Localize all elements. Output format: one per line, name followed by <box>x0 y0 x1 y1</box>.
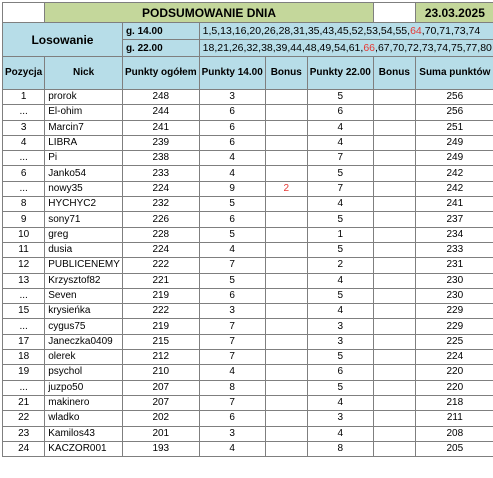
points-2200-cell: 5 <box>307 212 373 227</box>
points-2200-cell: 6 <box>307 105 373 120</box>
round-2-label: g. 22.00 <box>122 40 199 57</box>
table-row <box>3 197 493 212</box>
bonus-1400-cell <box>265 258 307 273</box>
total-points-cell: 202 <box>122 411 199 426</box>
total-points-cell: 215 <box>122 334 199 349</box>
position-cell: 22 <box>3 411 45 426</box>
drawn-number: 5 <box>211 25 218 37</box>
bonus-1400-cell <box>265 334 307 349</box>
nick-cell: Pi <box>45 151 123 166</box>
bonus-1400-cell <box>265 197 307 212</box>
nick-cell: olerek <box>45 350 123 365</box>
table-row <box>3 181 493 196</box>
drawn-number: 66 <box>363 42 376 54</box>
table-row <box>3 319 493 334</box>
total-points-cell: 222 <box>122 258 199 273</box>
bonus-2200-cell <box>373 166 415 181</box>
position-cell: ... <box>3 319 45 334</box>
drawn-number: 21 <box>217 42 229 54</box>
bonus-2200-cell <box>373 258 415 273</box>
draw-label: Losowanie <box>3 23 123 57</box>
points-2200-cell: 3 <box>307 411 373 426</box>
drawn-number: 20 <box>249 25 262 37</box>
sum-points-cell: 249 <box>415 151 493 166</box>
bonus-2200-cell <box>373 135 415 150</box>
column-header-row <box>3 57 493 90</box>
drawn-number: 13 <box>220 25 232 37</box>
bonus-2200-cell <box>373 120 415 135</box>
nick-cell: wladko <box>45 411 123 426</box>
points-1400-cell: 3 <box>199 90 265 105</box>
drawn-number: 72 <box>407 42 419 54</box>
position-cell: 11 <box>3 242 45 257</box>
position-cell: ... <box>3 288 45 303</box>
sum-points-cell: 229 <box>415 319 493 334</box>
points-1400-cell: 7 <box>199 319 265 334</box>
nick-cell: makinero <box>45 395 123 410</box>
points-1400-cell: 4 <box>199 441 265 456</box>
total-points-cell: 201 <box>122 426 199 441</box>
bonus-1400-cell <box>265 411 307 426</box>
drawn-number: 39 <box>275 42 288 54</box>
points-2200-cell: 4 <box>307 197 373 212</box>
date-cell: 23.03.2025 <box>415 3 493 23</box>
nick-cell: prorok <box>45 90 123 105</box>
points-1400-cell: 4 <box>199 365 265 380</box>
nick-cell: cygus75 <box>45 319 123 334</box>
sum-points-cell: 241 <box>415 197 493 212</box>
bonus-1400-cell <box>265 212 307 227</box>
bonus-2200-cell <box>373 350 415 365</box>
corner-blank <box>3 3 45 23</box>
points-1400-cell: 7 <box>199 350 265 365</box>
table-row <box>3 166 493 181</box>
bonus-1400-cell <box>265 288 307 303</box>
table-row <box>3 334 493 349</box>
drawn-number: 43 <box>322 25 335 37</box>
total-points-cell: 219 <box>122 288 199 303</box>
bonus-2200-cell <box>373 212 415 227</box>
drawn-number: 28 <box>278 25 291 37</box>
position-cell: 18 <box>3 350 45 365</box>
points-1400-cell: 3 <box>199 304 265 319</box>
column-header: Nick <box>45 57 123 90</box>
table-row <box>3 350 493 365</box>
position-cell: 24 <box>3 441 45 456</box>
nick-cell: Marcin7 <box>45 120 123 135</box>
position-cell: ... <box>3 380 45 395</box>
round-1-label: g. 14.00 <box>122 23 199 40</box>
bonus-1400-cell: 2 <box>265 181 307 196</box>
sum-points-cell: 231 <box>415 258 493 273</box>
drawn-number: 18 <box>202 42 215 54</box>
points-2200-cell: 5 <box>307 90 373 105</box>
page-title: PODSUMOWANIE DNIA <box>45 3 374 23</box>
drawn-number: 48 <box>304 42 317 54</box>
points-1400-cell: 4 <box>199 242 265 257</box>
sum-points-cell: 229 <box>415 304 493 319</box>
round-1-numbers: 1,5,13,16,20,26,28,31,35,43,45,52,53,54,55,64,70,71,73,74 <box>199 23 493 40</box>
drawn-number: 53 <box>366 25 378 37</box>
bonus-1400-cell <box>265 365 307 380</box>
drawn-number: 73 <box>421 42 434 54</box>
points-1400-cell: 6 <box>199 288 265 303</box>
total-points-cell: 212 <box>122 350 199 365</box>
sum-points-cell: 211 <box>415 411 493 426</box>
drawn-number: 70 <box>392 42 405 54</box>
points-1400-cell: 7 <box>199 258 265 273</box>
position-cell: 4 <box>3 135 45 150</box>
drawn-number: 80 <box>480 42 492 54</box>
points-1400-cell: 7 <box>199 334 265 349</box>
bonus-2200-cell <box>373 242 415 257</box>
table-row <box>3 105 493 120</box>
points-2200-cell: 4 <box>307 135 373 150</box>
table-row <box>3 426 493 441</box>
bonus-2200-cell <box>373 181 415 196</box>
table-row <box>3 304 493 319</box>
points-2200-cell: 2 <box>307 258 373 273</box>
nick-cell: Kamilos43 <box>45 426 123 441</box>
nick-cell: nowy35 <box>45 181 123 196</box>
points-1400-cell: 8 <box>199 380 265 395</box>
position-cell: 8 <box>3 197 45 212</box>
nick-cell: Seven <box>45 288 123 303</box>
position-cell: 10 <box>3 227 45 242</box>
total-points-cell: 219 <box>122 319 199 334</box>
bonus-1400-cell <box>265 426 307 441</box>
bonus-2200-cell <box>373 426 415 441</box>
column-header: Suma punktów <box>415 57 493 90</box>
drawn-number: 45 <box>337 25 349 37</box>
drawn-number: 35 <box>307 25 320 37</box>
points-1400-cell: 5 <box>199 197 265 212</box>
table-row <box>3 380 493 395</box>
bonus-1400-cell <box>265 120 307 135</box>
title-gap <box>373 3 415 23</box>
sum-points-cell: 242 <box>415 166 493 181</box>
bonus-2200-cell <box>373 319 415 334</box>
sum-points-cell: 237 <box>415 212 493 227</box>
points-1400-cell: 6 <box>199 212 265 227</box>
drawn-number: 44 <box>290 42 302 54</box>
bonus-1400-cell <box>265 242 307 257</box>
summary-table <box>2 2 493 457</box>
column-header: Pozycja <box>3 57 45 90</box>
column-header: Punkty 22.00 <box>307 57 373 90</box>
sum-points-cell: 205 <box>415 441 493 456</box>
table-row <box>3 135 493 150</box>
bonus-2200-cell <box>373 273 415 288</box>
nick-cell: juzpo50 <box>45 380 123 395</box>
position-cell: 3 <box>3 120 45 135</box>
bonus-1400-cell <box>265 380 307 395</box>
points-2200-cell: 5 <box>307 242 373 257</box>
bonus-2200-cell <box>373 380 415 395</box>
position-cell: ... <box>3 105 45 120</box>
drawn-number: 75 <box>450 42 463 54</box>
drawn-number: 31 <box>293 25 305 37</box>
drawn-number: 67 <box>377 42 390 54</box>
bonus-1400-cell <box>265 90 307 105</box>
sum-points-cell: 224 <box>415 350 493 365</box>
drawn-number: 26 <box>231 42 244 54</box>
nick-cell: Janko54 <box>45 166 123 181</box>
bonus-1400-cell <box>265 395 307 410</box>
points-1400-cell: 5 <box>199 227 265 242</box>
bonus-1400-cell <box>265 319 307 334</box>
points-2200-cell: 5 <box>307 380 373 395</box>
drawn-number: 52 <box>351 25 364 37</box>
sum-points-cell: 242 <box>415 181 493 196</box>
points-1400-cell: 6 <box>199 411 265 426</box>
round-2-numbers: 18,21,26,32,38,39,44,48,49,54,61,66,67,70,72,73,74,75,77,80 <box>199 40 493 57</box>
sum-points-cell: 249 <box>415 135 493 150</box>
position-cell: 23 <box>3 426 45 441</box>
bonus-1400-cell <box>265 350 307 365</box>
nick-cell: dusia <box>45 242 123 257</box>
column-header: Punkty 14.00 <box>199 57 265 90</box>
sum-points-cell: 208 <box>415 426 493 441</box>
points-2200-cell: 4 <box>307 304 373 319</box>
nick-cell: psychol <box>45 365 123 380</box>
table-row <box>3 120 493 135</box>
sum-points-cell: 230 <box>415 288 493 303</box>
table-row <box>3 273 493 288</box>
drawn-number: 49 <box>319 42 332 54</box>
drawn-number: 26 <box>263 25 276 37</box>
nick-cell: LIBRA <box>45 135 123 150</box>
bonus-2200-cell <box>373 105 415 120</box>
points-1400-cell: 4 <box>199 151 265 166</box>
nick-cell: Krzysztof82 <box>45 273 123 288</box>
sum-points-cell: 251 <box>415 120 493 135</box>
bonus-2200-cell <box>373 441 415 456</box>
bonus-1400-cell <box>265 441 307 456</box>
points-2200-cell: 5 <box>307 288 373 303</box>
bonus-2200-cell <box>373 395 415 410</box>
nick-cell: HYCHYC2 <box>45 197 123 212</box>
bonus-2200-cell <box>373 197 415 212</box>
bonus-2200-cell <box>373 227 415 242</box>
drawn-number: 32 <box>246 42 259 54</box>
bonus-1400-cell <box>265 135 307 150</box>
drawn-number: 74 <box>436 42 449 54</box>
total-points-cell: 244 <box>122 105 199 120</box>
points-1400-cell: 6 <box>199 120 265 135</box>
points-1400-cell: 4 <box>199 166 265 181</box>
table-row <box>3 258 493 273</box>
points-2200-cell: 7 <box>307 181 373 196</box>
sum-points-cell: 220 <box>415 380 493 395</box>
points-2200-cell: 3 <box>307 319 373 334</box>
position-cell: 17 <box>3 334 45 349</box>
sum-points-cell: 218 <box>415 395 493 410</box>
points-2200-cell: 5 <box>307 350 373 365</box>
total-points-cell: 193 <box>122 441 199 456</box>
points-2200-cell: 8 <box>307 441 373 456</box>
sum-points-cell: 230 <box>415 273 493 288</box>
points-1400-cell: 9 <box>199 181 265 196</box>
total-points-cell: 210 <box>122 365 199 380</box>
points-1400-cell: 5 <box>199 273 265 288</box>
column-header: Bonus <box>373 57 415 90</box>
points-2200-cell: 4 <box>307 395 373 410</box>
total-points-cell: 239 <box>122 135 199 150</box>
points-2200-cell: 6 <box>307 365 373 380</box>
total-points-cell: 226 <box>122 212 199 227</box>
nick-cell: greg <box>45 227 123 242</box>
total-points-cell: 241 <box>122 120 199 135</box>
drawn-number: 16 <box>234 25 247 37</box>
drawn-number: 54 <box>380 25 393 37</box>
table-row <box>3 227 493 242</box>
bonus-1400-cell <box>265 105 307 120</box>
total-points-cell: 221 <box>122 273 199 288</box>
column-header: Bonus <box>265 57 307 90</box>
position-cell: 12 <box>3 258 45 273</box>
nick-cell: sony71 <box>45 212 123 227</box>
table-row <box>3 212 493 227</box>
points-2200-cell: 7 <box>307 151 373 166</box>
sum-points-cell: 225 <box>415 334 493 349</box>
bonus-2200-cell <box>373 411 415 426</box>
total-points-cell: 224 <box>122 181 199 196</box>
drawn-number: 71 <box>439 25 451 37</box>
bonus-2200-cell <box>373 304 415 319</box>
table-row <box>3 288 493 303</box>
nick-cell: krysieńka <box>45 304 123 319</box>
sum-points-cell: 256 <box>415 105 493 120</box>
bonus-1400-cell <box>265 227 307 242</box>
total-points-cell: 222 <box>122 304 199 319</box>
total-points-cell: 228 <box>122 227 199 242</box>
total-points-cell: 238 <box>122 151 199 166</box>
bonus-1400-cell <box>265 151 307 166</box>
table-row <box>3 90 493 105</box>
points-2200-cell: 3 <box>307 334 373 349</box>
total-points-cell: 207 <box>122 380 199 395</box>
bonus-2200-cell <box>373 365 415 380</box>
bonus-2200-cell <box>373 288 415 303</box>
table-row <box>3 242 493 257</box>
sum-points-cell: 233 <box>415 242 493 257</box>
sum-points-cell: 234 <box>415 227 493 242</box>
position-cell: 6 <box>3 166 45 181</box>
nick-cell: KACZOR001 <box>45 441 123 456</box>
position-cell: 13 <box>3 273 45 288</box>
total-points-cell: 207 <box>122 395 199 410</box>
drawn-number: 64 <box>410 25 422 37</box>
sum-points-cell: 220 <box>415 365 493 380</box>
table-row <box>3 395 493 410</box>
points-2200-cell: 4 <box>307 120 373 135</box>
position-cell: 19 <box>3 365 45 380</box>
column-header: Punkty ogółem <box>122 57 199 90</box>
position-cell: 1 <box>3 90 45 105</box>
table-row <box>3 151 493 166</box>
points-2200-cell: 1 <box>307 227 373 242</box>
points-2200-cell: 4 <box>307 273 373 288</box>
position-cell: 15 <box>3 304 45 319</box>
drawn-number: 1 <box>202 25 209 37</box>
nick-cell: Janeczka0409 <box>45 334 123 349</box>
points-2200-cell: 5 <box>307 166 373 181</box>
drawn-number: 77 <box>465 42 478 54</box>
bonus-2200-cell <box>373 334 415 349</box>
points-2200-cell: 4 <box>307 426 373 441</box>
drawn-number: 74 <box>468 25 481 37</box>
total-points-cell: 232 <box>122 197 199 212</box>
bonus-1400-cell <box>265 304 307 319</box>
bonus-2200-cell <box>373 151 415 166</box>
points-1400-cell: 3 <box>199 426 265 441</box>
position-cell: 9 <box>3 212 45 227</box>
total-points-cell: 224 <box>122 242 199 257</box>
drawn-number: 61 <box>348 42 361 54</box>
nick-cell: El-ohim <box>45 105 123 120</box>
drawn-number: 73 <box>453 25 466 37</box>
position-cell: ... <box>3 181 45 196</box>
table-row <box>3 365 493 380</box>
drawn-number: 70 <box>424 25 437 37</box>
total-points-cell: 233 <box>122 166 199 181</box>
points-1400-cell: 6 <box>199 105 265 120</box>
drawn-number: 55 <box>395 25 408 37</box>
sum-points-cell: 256 <box>415 90 493 105</box>
bonus-1400-cell <box>265 166 307 181</box>
position-cell: 21 <box>3 395 45 410</box>
drawn-number: 54 <box>334 42 346 54</box>
points-1400-cell: 7 <box>199 395 265 410</box>
nick-cell: PUBLICENEMY <box>45 258 123 273</box>
drawn-number: 38 <box>261 42 273 54</box>
bonus-1400-cell <box>265 273 307 288</box>
bonus-2200-cell <box>373 90 415 105</box>
position-cell: ... <box>3 151 45 166</box>
total-points-cell: 248 <box>122 90 199 105</box>
points-1400-cell: 6 <box>199 135 265 150</box>
table-row <box>3 411 493 426</box>
table-row <box>3 441 493 456</box>
